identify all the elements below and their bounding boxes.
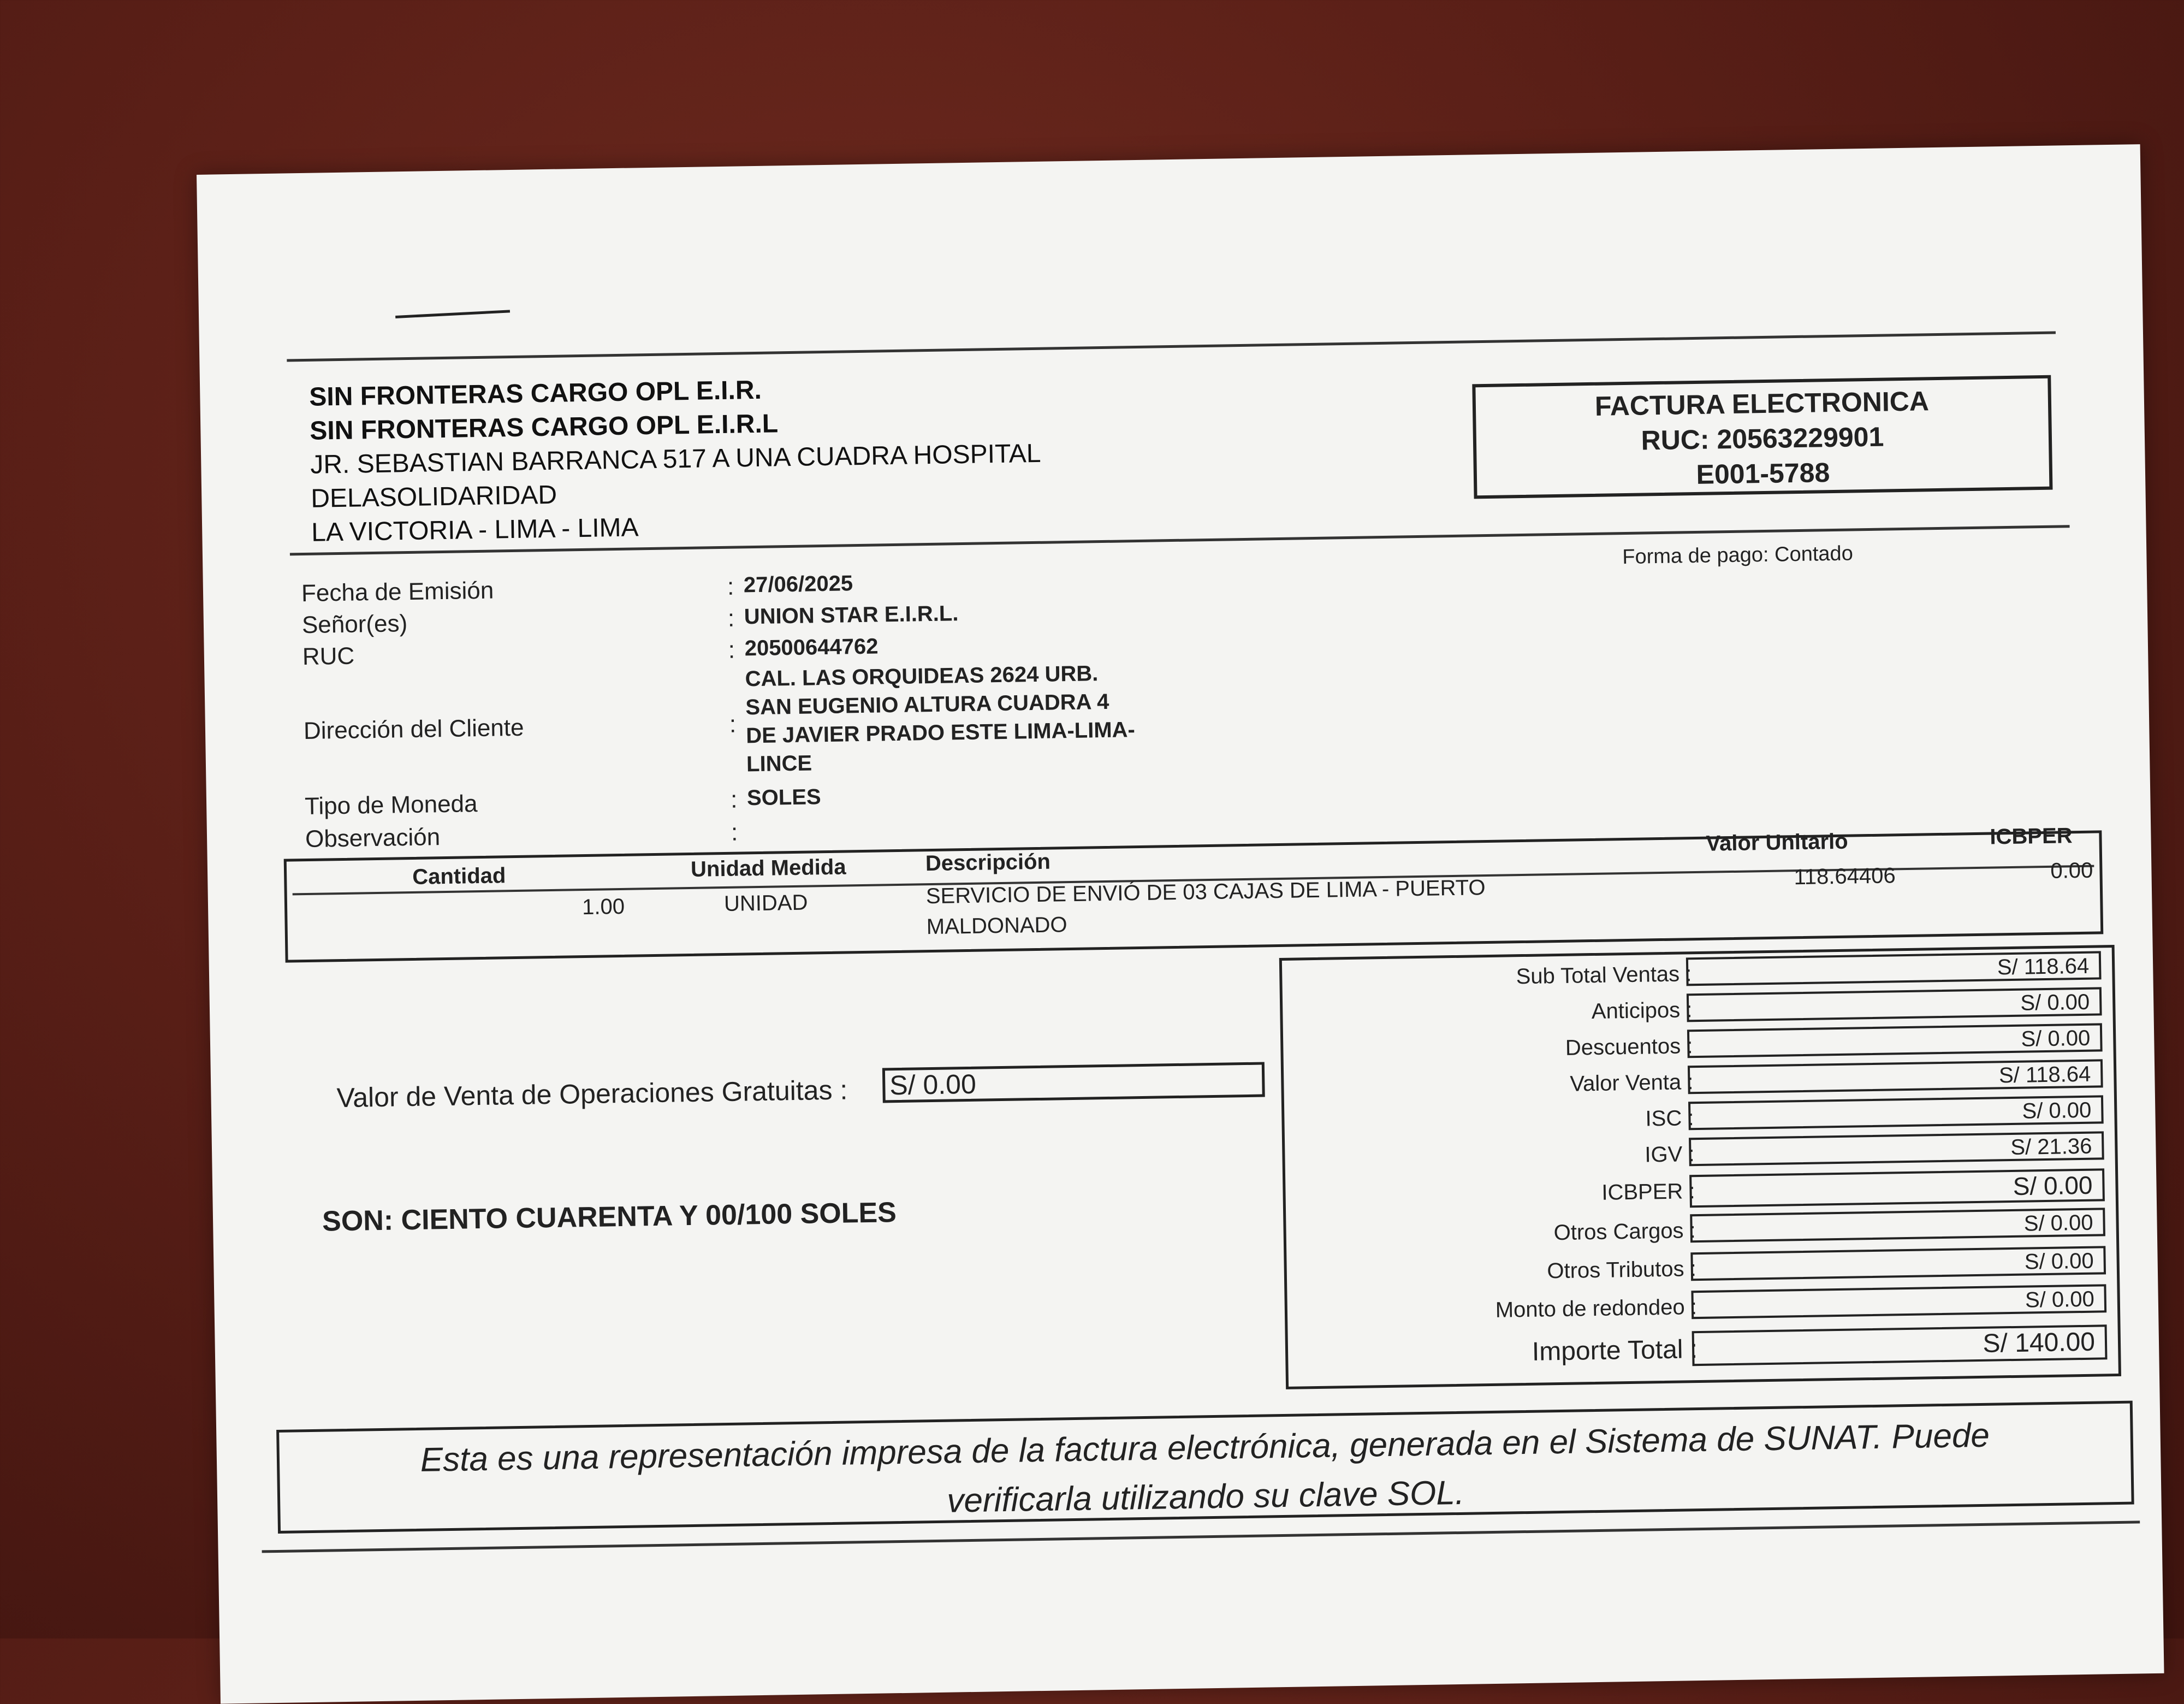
totals-box [1279, 945, 2121, 1389]
igv-value: S/ 21.36 [1689, 1131, 2104, 1166]
colon: : [727, 605, 735, 632]
ruc-value: 20500644762 [744, 634, 879, 661]
company-block [309, 369, 1042, 550]
company-name-2: SIN FRONTERAS CARGO OPL E.I.R.L [309, 409, 779, 446]
anticipos-label: Anticipos : [1591, 998, 1693, 1024]
sunat-notice-box [276, 1401, 2134, 1534]
colon: : [728, 636, 735, 664]
row-unidad: UNIDAD [723, 890, 808, 916]
invoice-id-box [1472, 375, 2052, 499]
redondeo-value: S/ 0.00 [1691, 1284, 2106, 1319]
payment-form: Forma de pago: Contado [1622, 542, 1854, 569]
invoice-paper [197, 144, 2164, 1704]
direccion-line-4: LINCE [746, 751, 812, 777]
header-icbper: ICBPER [1990, 824, 2073, 849]
otros-cargos-value: S/ 0.00 [1690, 1208, 2105, 1242]
company-name-1: SIN FRONTERAS CARGO OPL E.I.R. [309, 375, 762, 412]
otros-tributos-value: S/ 0.00 [1690, 1246, 2106, 1281]
descuentos-label: Descuentos : [1565, 1034, 1693, 1060]
gratuitas-label: Valor de Venta de Operaciones Gratuitas : [336, 1074, 848, 1114]
icbper-label: ICBPER : [1601, 1179, 1695, 1205]
isc-value: S/ 0.00 [1688, 1095, 2104, 1130]
direccion-line-3: DE JAVIER PRADO ESTE LIMA-LIMA- [745, 718, 1136, 748]
colon: : [729, 711, 737, 738]
row-descripcion-1: SERVICIO DE ENVIÓ DE 03 CAJAS DE LIMA - PUERTO [925, 875, 1486, 909]
row-icbper: 0.00 [2050, 858, 2093, 883]
header-descripcion: Descripción [925, 849, 1051, 876]
colon: : [727, 573, 734, 600]
colon: : [730, 786, 738, 813]
fecha-label: Fecha de Emisión [301, 577, 494, 607]
invoice-number: E001-5788 [1696, 457, 1830, 490]
senor-value: UNION STAR E.I.R.L. [744, 601, 959, 629]
senor-label: Señor(es) [301, 610, 408, 639]
otros-cargos-label: Otros Cargos : [1553, 1218, 1696, 1245]
importe-total-label: Importe Total : [1532, 1335, 1698, 1366]
company-address-3: LA VICTORIA - LIMA - LIMA [311, 513, 639, 547]
sunat-notice-line-2: verificarla utilizando su clave SOL. [946, 1474, 1465, 1520]
moneda-label: Tipo de Moneda [304, 790, 478, 820]
subtotal-value: S/ 118.64 [1686, 951, 2102, 986]
company-address-1: JR. SEBASTIAN BARRANCA 517 A UNA CUADRA HOSPITAL [310, 439, 1041, 480]
moneda-value: SOLES [746, 785, 821, 810]
direccion-label: Dirección del Cliente [303, 714, 524, 745]
redondeo-label: Monto de redondeo : [1495, 1295, 1698, 1322]
anticipos-value: S/ 0.00 [1687, 987, 2102, 1022]
header-unidad: Unidad Medida [690, 855, 846, 881]
observacion-label: Observación [305, 824, 441, 853]
invoice-type: FACTURA ELECTRONICA [1594, 386, 1930, 422]
row-descripcion-2: MALDONADO [926, 913, 1067, 939]
subtotal-label: Sub Total Ventas : [1516, 962, 1692, 989]
valor-venta-value: S/ 118.64 [1688, 1059, 2103, 1094]
descuentos-value: S/ 0.00 [1687, 1023, 2103, 1058]
header-cantidad: Cantidad [412, 863, 506, 889]
header-valor-unitario: Valor Unitario [1706, 829, 1848, 856]
invoice-ruc: RUC: 20563229901 [1641, 421, 1884, 456]
igv-label: IGV : [1645, 1142, 1695, 1167]
fecha-value: 27/06/2025 [743, 571, 853, 597]
direccion-line-2: SAN EUGENIO ALTURA CUADRA 4 [745, 689, 1109, 720]
gratuitas-value: S/ 0.00 [882, 1062, 1265, 1103]
ruc-label: RUC [302, 642, 355, 671]
company-address-2: DELASOLIDARIDAD [310, 480, 557, 513]
importe-total-value: S/ 140.00 [1692, 1324, 2108, 1366]
items-table [284, 824, 2104, 962]
pen-mark [395, 310, 510, 318]
icbper-value: S/ 0.00 [1689, 1168, 2105, 1208]
isc-label: ISC : [1645, 1106, 1694, 1131]
colon: : [731, 819, 738, 846]
otros-tributos-label: Otros Tributos : [1547, 1257, 1697, 1283]
direccion-line-1: CAL. LAS ORQUIDEAS 2624 URB. [745, 661, 1099, 691]
amount-in-words: SON: CIENTO CUARENTA Y 00/100 SOLES [322, 1197, 897, 1238]
row-valor-unitario: 118.64406 [1794, 863, 1896, 890]
sunat-notice-line-1: Esta es una representación impresa de la factura electrónica, generada en el Sistema de SUNAT. Puede [420, 1416, 1990, 1479]
top-divider [287, 332, 2056, 362]
valor-venta-label: Valor Venta : [1570, 1070, 1694, 1096]
row-cantidad: 1.00 [581, 894, 625, 920]
